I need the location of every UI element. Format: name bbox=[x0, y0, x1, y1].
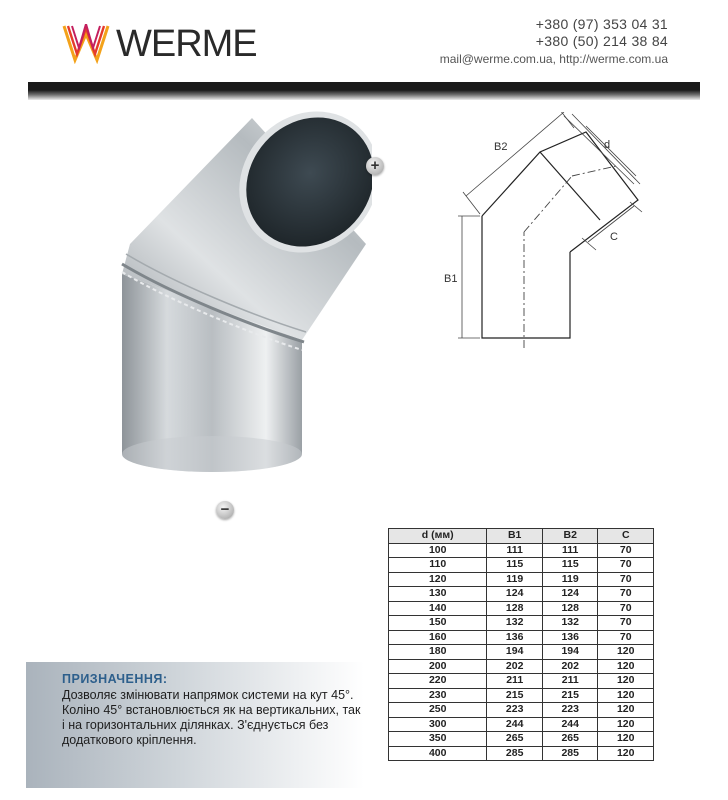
table-cell: 111 bbox=[542, 543, 598, 558]
column-header-d: d (мм) bbox=[389, 529, 487, 544]
table-cell: 200 bbox=[389, 659, 487, 674]
table-cell: 140 bbox=[389, 601, 487, 616]
table-row bbox=[389, 732, 654, 747]
table-cell: 136 bbox=[542, 630, 598, 645]
table-cell: 150 bbox=[389, 616, 487, 631]
table-cell: 124 bbox=[487, 587, 543, 602]
table-cell: 132 bbox=[542, 616, 598, 631]
table-row bbox=[389, 746, 654, 761]
table-row bbox=[389, 587, 654, 602]
table-cell: 130 bbox=[389, 587, 487, 602]
table-cell: 194 bbox=[542, 645, 598, 660]
table-row bbox=[389, 688, 654, 703]
table-row bbox=[389, 543, 654, 558]
table-cell: 115 bbox=[542, 558, 598, 573]
table-cell: 250 bbox=[389, 703, 487, 718]
table-cell: 70 bbox=[598, 587, 654, 602]
contact-block bbox=[440, 16, 668, 68]
label-b1: B1 bbox=[444, 273, 458, 285]
contact-web[interactable]: mail@werme.com.ua, http://werme.com.ua bbox=[439, 52, 668, 66]
dimensions-table bbox=[388, 528, 654, 761]
table-cell: 244 bbox=[542, 717, 598, 732]
table-cell: 132 bbox=[487, 616, 543, 631]
table-cell: 211 bbox=[487, 674, 543, 689]
column-header-c: C bbox=[598, 529, 654, 544]
table-cell: 124 bbox=[542, 587, 598, 602]
table-cell: 120 bbox=[598, 717, 654, 732]
table-cell: 120 bbox=[598, 659, 654, 674]
purpose-text: Дозволяє змінювати напрямок системи на кут 45°. Коліно 45° встановлюється як на вертикальних, так і на горизонтальних ділянках. З'єднується без додаткового кріплення. bbox=[62, 688, 361, 747]
table-row bbox=[389, 703, 654, 718]
brand-logo[interactable] bbox=[62, 20, 272, 68]
table-cell: 120 bbox=[598, 688, 654, 703]
table-cell: 223 bbox=[542, 703, 598, 718]
table-cell: 70 bbox=[598, 630, 654, 645]
table-cell: 220 bbox=[389, 674, 487, 689]
table-cell: 180 bbox=[389, 645, 487, 660]
table-cell: 128 bbox=[542, 601, 598, 616]
table-row bbox=[389, 558, 654, 573]
table-cell: 70 bbox=[598, 572, 654, 587]
table-row bbox=[389, 630, 654, 645]
header-divider-bar bbox=[28, 82, 700, 100]
table-cell: 230 bbox=[389, 688, 487, 703]
brand-name: WERME bbox=[116, 23, 257, 65]
table-cell: 265 bbox=[542, 732, 598, 747]
table-cell: 300 bbox=[389, 717, 487, 732]
table-header-row bbox=[389, 529, 654, 544]
table-row bbox=[389, 616, 654, 631]
label-b2: B2 bbox=[494, 141, 508, 153]
table-cell: 202 bbox=[487, 659, 543, 674]
table-cell: 194 bbox=[487, 645, 543, 660]
table-cell: 400 bbox=[389, 746, 487, 761]
purpose-section bbox=[26, 662, 364, 788]
table-row bbox=[389, 645, 654, 660]
label-c: C bbox=[610, 231, 618, 243]
table-cell: 160 bbox=[389, 630, 487, 645]
table-cell: 110 bbox=[389, 558, 487, 573]
table-cell: 70 bbox=[598, 616, 654, 631]
table-cell: 100 bbox=[389, 543, 487, 558]
table-row bbox=[389, 601, 654, 616]
table-cell: 265 bbox=[487, 732, 543, 747]
table-cell: 120 bbox=[598, 703, 654, 718]
elbow-pipe-image bbox=[52, 104, 372, 504]
table-cell: 215 bbox=[487, 688, 543, 703]
table-row bbox=[389, 659, 654, 674]
table-row bbox=[389, 717, 654, 732]
column-header-b1: B1 bbox=[487, 529, 543, 544]
table-cell: 128 bbox=[487, 601, 543, 616]
table-cell: 111 bbox=[487, 543, 543, 558]
column-header-b2: B2 bbox=[542, 529, 598, 544]
minus-icon: − bbox=[216, 501, 234, 519]
table-cell: 70 bbox=[598, 558, 654, 573]
table-cell: 120 bbox=[598, 674, 654, 689]
table-cell: 115 bbox=[487, 558, 543, 573]
table-cell: 119 bbox=[487, 572, 543, 587]
table-cell: 223 bbox=[487, 703, 543, 718]
table-cell: 215 bbox=[542, 688, 598, 703]
table-cell: 70 bbox=[598, 601, 654, 616]
purpose-title: ПРИЗНАЧЕННЯ: bbox=[62, 672, 168, 686]
phone-1[interactable]: +380 (97) 353 04 31 bbox=[535, 16, 668, 32]
technical-diagram bbox=[436, 112, 676, 352]
table-cell: 70 bbox=[598, 543, 654, 558]
plus-icon: + bbox=[366, 157, 384, 175]
table-cell: 244 bbox=[487, 717, 543, 732]
table-cell: 285 bbox=[542, 746, 598, 761]
table-cell: 136 bbox=[487, 630, 543, 645]
phone-2[interactable]: +380 (50) 214 38 84 bbox=[535, 33, 668, 49]
label-d: d bbox=[604, 139, 611, 151]
table-cell: 119 bbox=[542, 572, 598, 587]
table-cell: 285 bbox=[487, 746, 543, 761]
table-cell: 120 bbox=[598, 732, 654, 747]
table-cell: 120 bbox=[598, 645, 654, 660]
table-cell: 350 bbox=[389, 732, 487, 747]
table-cell: 120 bbox=[389, 572, 487, 587]
table-row bbox=[389, 572, 654, 587]
table-cell: 211 bbox=[542, 674, 598, 689]
table-row bbox=[389, 674, 654, 689]
werme-logo-icon bbox=[62, 24, 112, 64]
table-cell: 120 bbox=[598, 746, 654, 761]
table-cell: 202 bbox=[542, 659, 598, 674]
